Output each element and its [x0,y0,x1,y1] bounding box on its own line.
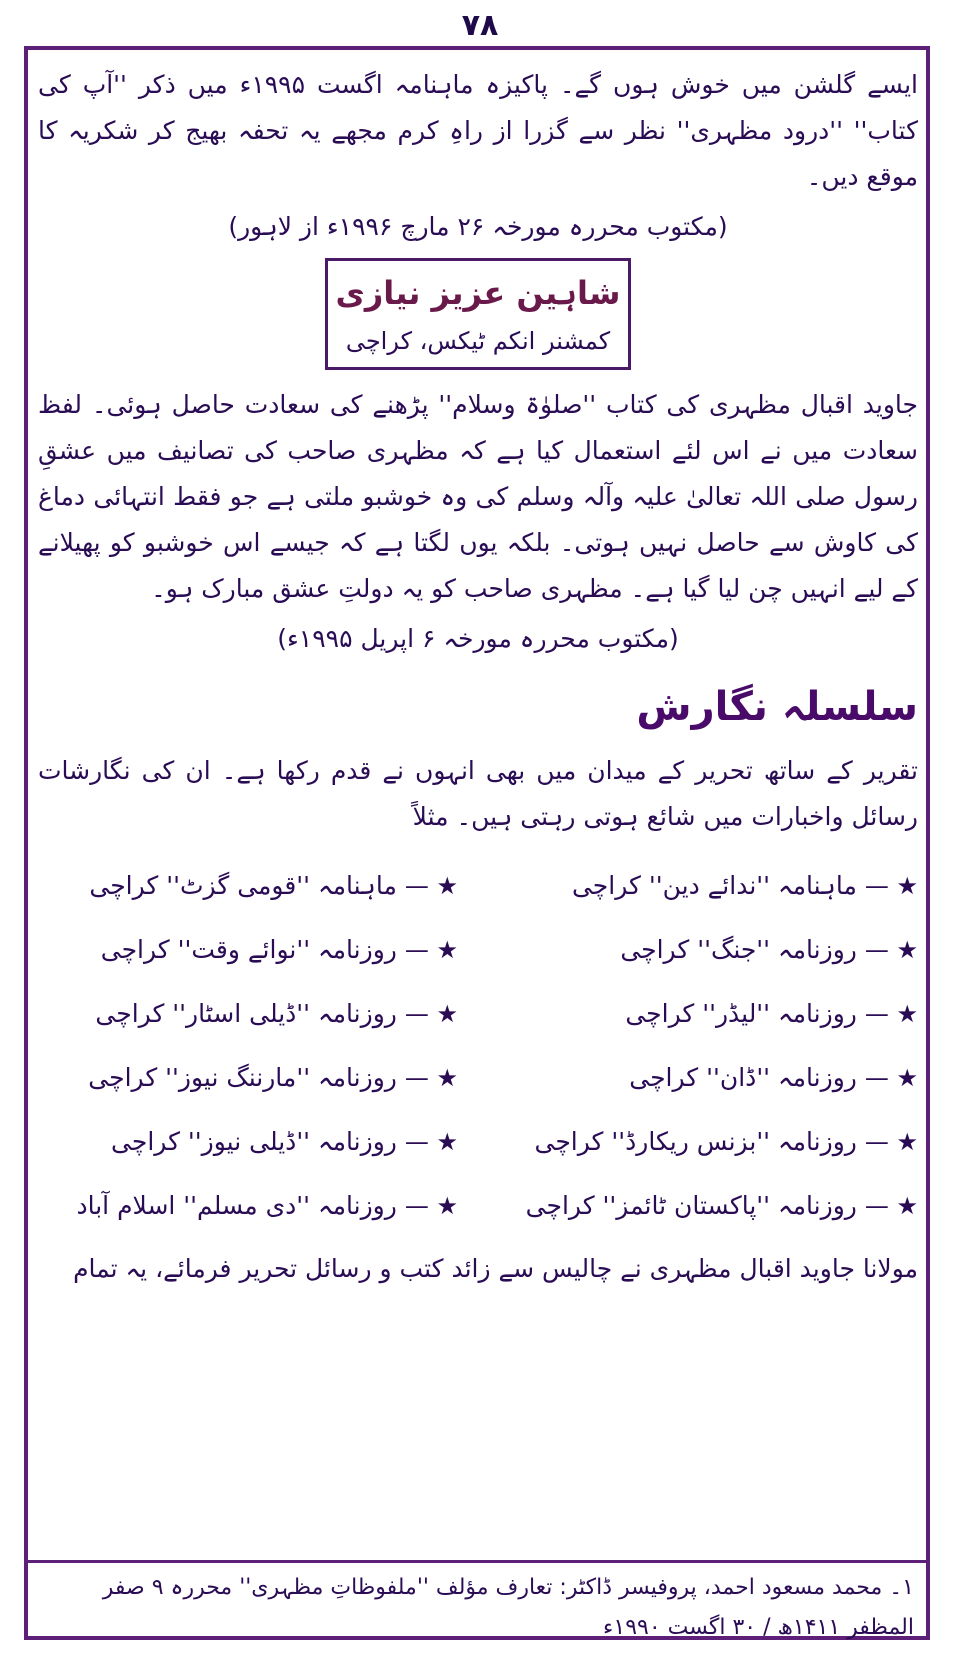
publication-text: روزنامہ ''ڈان'' کراچی [629,1063,857,1092]
letter-reference-2: (مکتوب محررہ مورخہ ۶ اپریل ۱۹۹۵ء) [277,624,679,653]
star-icon: ★ — [404,1064,458,1092]
publication-text: ماہنامہ ''ندائے دین'' کراچی [571,871,857,900]
publication-text: روزنامہ ''ڈیلی اسٹار'' کراچی [95,999,397,1028]
section-intro: تقریر کے ساتھ تحریر کے میدان میں بھی انہوں نے قدم رکھا ہے۔ ان کی نگارشات رسائل واخبارات میں شائع ہوتی رہتی ہیں۔ مثلاً [38,756,918,831]
list-item [38,1174,458,1238]
page-content [38,62,918,1292]
star-icon: ★ — [404,1128,458,1156]
list-item [38,1110,458,1174]
list-item [38,982,458,1046]
section-heading: سلسلہ نگارش [636,684,918,730]
star-icon: ★ — [404,872,458,900]
publication-text: روزنامہ ''جنگ'' کراچی [620,935,857,964]
list-item [38,918,458,982]
author-designation: کمشنر انکم ٹیکس، کراچی [345,327,611,355]
star-icon: ★ — [864,1128,918,1156]
star-icon: ★ — [404,936,458,964]
publication-text: روزنامہ ''ڈیلی نیوز'' کراچی [111,1127,397,1156]
star-icon: ★ — [404,1000,458,1028]
letter-reference-1: (مکتوب محررہ مورخہ ۲۶ مارچ ۱۹۹۶ء از لاہور) [228,212,728,241]
star-icon: ★ — [864,1192,918,1220]
star-icon: ★ — [864,1000,918,1028]
list-item [498,1174,918,1238]
list-item [498,982,918,1046]
star-icon: ★ — [864,1064,918,1092]
publication-text: روزنامہ ''پاکستان ٹائمز'' کراچی [525,1191,857,1220]
star-icon: ★ — [864,872,918,900]
letter-body-2: جاوید اقبال مظہری کی کتاب ''صلوٰۃ وسلام'' پڑھنے کی سعادت حاصل ہوئی۔ لفظ سعادت میں نے اس لئے استعمال کیا ہے کہ مظہری صاحب کی تصانیف میں عشقِ رسول صلی اللہ تعالیٰ علیہ وآلہ وسلم کی وہ خوشبو ملتی ہے جو فقط انتہائی دماغ کی کاوش سے حاصل نہیں ہوتی۔ بلکہ یوں لگتا ہے کہ جیسے اس خوشبو کو پھیلانے کے لیے انہیں چن لیا گیا ہے۔ مظہری صاحب کو یہ دولتِ عشق مبارک ہو۔ [38,390,918,603]
list-item [498,918,918,982]
footnote-divider [28,1560,926,1563]
list-item [38,1046,458,1110]
name-box [325,258,631,370]
footnote: ۱۔ محمد مسعود احمد، پروفیسر ڈاکٹر: تعارف مؤلف ''ملفوظاتِ مظہری'' محررہ ۹ صفر المظفر ۱۴۱۱ھ / ۳۰ اگست ۱۹۹۰ء [102,1575,914,1640]
publication-text: روزنامہ ''دی مسلم'' اسلام آباد [76,1191,397,1220]
closing-paragraph: مولانا جاوید اقبال مظہری نے چالیس سے زائد کتب و رسائل تحریر فرمائے، یہ تمام [73,1254,918,1283]
star-icon: ★ — [864,936,918,964]
list-item [498,854,918,918]
publication-text: روزنامہ ''بزنس ریکارڈ'' کراچی [534,1127,857,1156]
publication-text: روزنامہ ''لیڈر'' کراچی [625,999,857,1028]
publication-list [38,854,918,1238]
intro-paragraph: ایسے گلشن میں خوش ہوں گے۔ پاکیزہ ماہنامہ اگست ۱۹۹۵ء میں ذکر ''آپ کی کتاب'' ''درود مظہری'' نظر سے گزرا از راہِ کرم مجھے یہ تحفہ بھیج کر شکریہ کا موقع دیں۔ [38,70,918,191]
list-item [38,854,458,918]
author-name: شاہین عزیز نیازی [335,274,621,312]
list-item [498,1110,918,1174]
list-item [498,1046,918,1110]
publication-text: روزنامہ ''نوائے وقت'' کراچی [100,935,397,964]
publication-text: روزنامہ ''مارننگ نیوز'' کراچی [88,1063,397,1092]
publication-text: ماہنامہ ''قومی گزٹ'' کراچی [89,871,397,900]
star-icon: ★ — [404,1192,458,1220]
page-number: ۷۸ [461,8,499,43]
